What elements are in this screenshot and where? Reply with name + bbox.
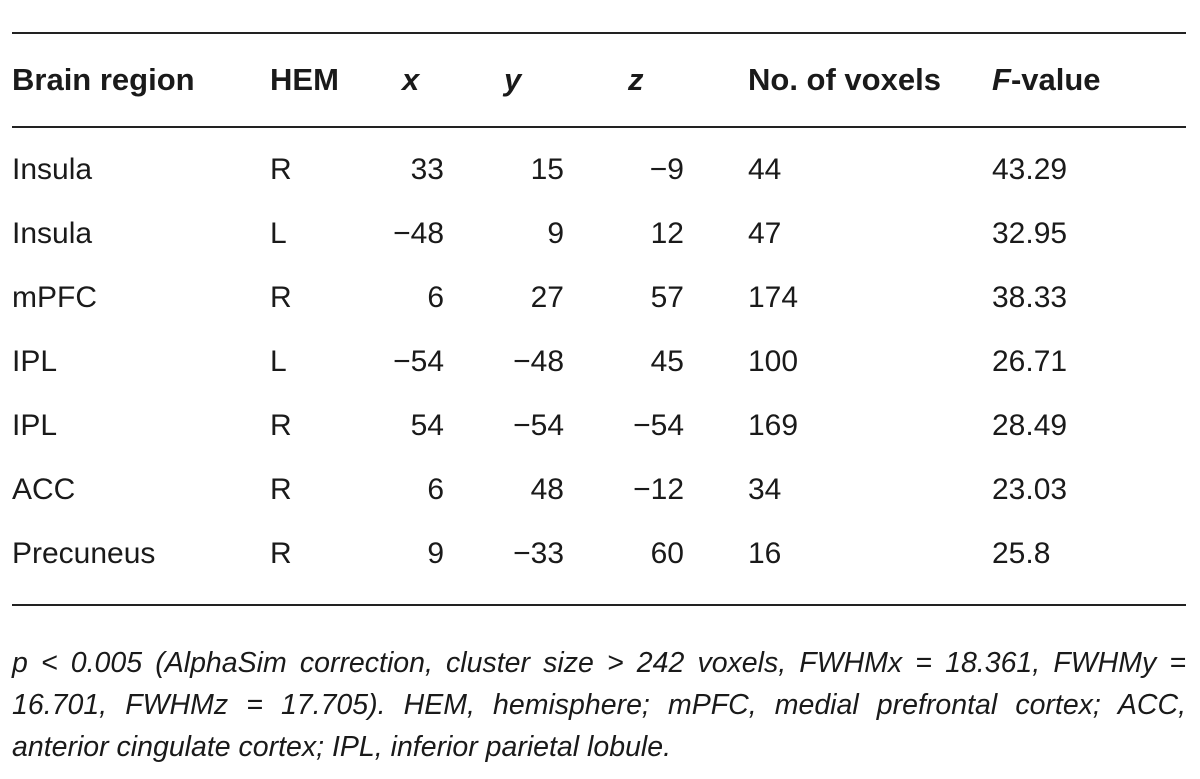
- cell-hem: R: [270, 153, 292, 186]
- cell-z: −9: [649, 153, 684, 186]
- cell-hem: R: [270, 409, 292, 442]
- cell-y: −48: [513, 345, 564, 378]
- cell-z: 12: [650, 217, 684, 250]
- header-z: z: [628, 62, 644, 97]
- cell-x: 6: [427, 473, 444, 506]
- cell-region: Precuneus: [12, 537, 156, 570]
- cell-region: mPFC: [12, 281, 97, 314]
- cell-region: ACC: [12, 473, 76, 506]
- cell-y: 27: [530, 281, 564, 314]
- cell-f: 25.8: [992, 537, 1051, 570]
- cell-z: −12: [633, 473, 684, 506]
- cell-f: 26.71: [992, 345, 1068, 378]
- cell-hem: L: [270, 345, 287, 378]
- bottom-rule: [12, 604, 1186, 606]
- table-row: [12, 266, 1186, 330]
- cell-y: 15: [530, 153, 564, 186]
- results-table: [12, 34, 1186, 586]
- cell-f: 32.95: [992, 217, 1068, 250]
- table-row: [12, 458, 1186, 522]
- cell-z: −54: [633, 409, 684, 442]
- table-row: [12, 330, 1186, 394]
- cell-region: Insula: [12, 153, 93, 186]
- table-row: [12, 202, 1186, 266]
- header-f-suffix: -value: [1010, 62, 1101, 97]
- cell-f: 23.03: [992, 473, 1068, 506]
- cell-voxels: 100: [748, 345, 799, 378]
- cell-f: 28.49: [992, 409, 1068, 442]
- cell-f: 43.29: [992, 153, 1068, 186]
- cell-region: Insula: [12, 217, 93, 250]
- cell-z: 45: [650, 345, 684, 378]
- header-f-letter: F: [992, 62, 1011, 97]
- cell-voxels: 169: [748, 409, 799, 442]
- cell-z: 57: [650, 281, 684, 314]
- header-y: y: [504, 62, 522, 97]
- cell-x: −54: [393, 345, 444, 378]
- cell-x: 33: [410, 153, 444, 186]
- cell-voxels: 16: [748, 537, 782, 570]
- header-voxels: No. of voxels: [748, 62, 941, 97]
- cell-hem: R: [270, 473, 292, 506]
- cell-hem: L: [270, 217, 287, 250]
- table-header: [12, 34, 1186, 128]
- cell-f: 38.33: [992, 281, 1068, 314]
- cell-region: IPL: [12, 409, 58, 442]
- cell-hem: R: [270, 281, 292, 314]
- header-f-value: [980, 34, 1186, 126]
- cell-voxels: 174: [748, 281, 799, 314]
- cell-x: 9: [427, 537, 444, 570]
- table-row: [12, 522, 1186, 586]
- header-x: x: [402, 62, 420, 97]
- cell-voxels: 47: [748, 217, 782, 250]
- table-footnote: p < 0.005 (AlphaSim correction, cluster size > 242 voxels, FWHMx = 18.361, FWHMy = 16.701, FWHMz = 17.705). HEM, hemisphere; mPFC, medial prefrontal cortex; ACC, anterior cingulate cortex; IPL, inferior parietal lobule.: [12, 647, 1186, 763]
- cell-y: −33: [513, 537, 564, 570]
- cell-z: 60: [650, 537, 684, 570]
- cell-y: −54: [513, 409, 564, 442]
- cell-region: IPL: [12, 345, 58, 378]
- table-body: [12, 128, 1186, 586]
- cell-x: −48: [393, 217, 444, 250]
- table-row: [12, 128, 1186, 202]
- cell-y: 9: [547, 217, 564, 250]
- cell-hem: R: [270, 537, 292, 570]
- results-table-container: [12, 32, 1186, 606]
- cell-voxels: 44: [748, 153, 782, 186]
- table-row: [12, 394, 1186, 458]
- header-brain-region: Brain region: [12, 62, 195, 97]
- cell-voxels: 34: [748, 473, 782, 506]
- cell-x: 6: [427, 281, 444, 314]
- header-hem: HEM: [270, 62, 339, 97]
- cell-y: 48: [530, 473, 564, 506]
- cell-x: 54: [410, 409, 444, 442]
